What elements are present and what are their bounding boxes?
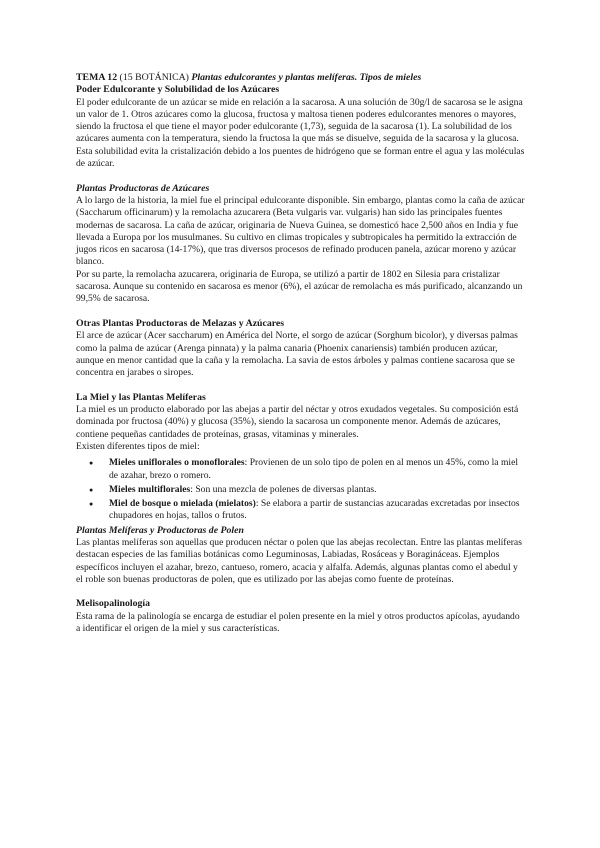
paragraph-sugar-plants-2: Por su parte, la remolacha azucarera, originaria de Europa, se utilizó a partir de 1802 en Silesia para cristalizar sacarosa. Aunque su contenido en sacarosa es menor (6%), el azúcar de remolacha es más purificado, alcanzando un 99,5% de sacarosa. <box>76 268 523 305</box>
paragraph-honey-1: La miel es un producto elaborado por las abejas a partir del néctar y otros exudados vegetales. Su composición está dominada por fructosa (40%) y glucosa (35%), siendo la sacarosa un componente menor. Además de azúcares, contiene pequeñas cantidades de proteínas, grasas, vitaminas y minerales. <box>76 404 519 440</box>
spacer <box>76 586 526 598</box>
spacer <box>76 170 526 182</box>
list-item-text: : Se elabora a partir de sustancias azucaradas excretadas por insectos chupadores en hojas, tallos o frutos. <box>109 498 520 522</box>
section-heading-melliferous-plants: Plantas Melíferas y Productoras de Polen <box>76 524 244 536</box>
list-item <box>109 457 526 482</box>
paragraph-honey-2: Existen diferentes tipos de miel: <box>76 440 200 452</box>
list-item-text: : Provienen de un solo tipo de polen en al menos un 45%, como la miel de azahar, brezo o romero. <box>109 457 518 481</box>
paragraph-melissopalynology: Esta rama de la palinología se encarga de estudiar el polen presente en la miel y otros productos apícolas, ayudando a identificar el origen de la miel y sus características. <box>76 610 520 635</box>
section-heading-sugar-plants: Plantas Productoras de Azúcares <box>76 182 210 194</box>
section-heading-sweetening-power: Poder Edulcorante y Solubilidad de los Azúcares <box>76 84 280 96</box>
section-heading-melissopalynology: Melisopalinología <box>76 598 151 610</box>
section-heading-honey: La Miel y las Plantas Melíferas <box>76 391 206 403</box>
title-subject: (15 BOTÁNICA) <box>117 72 192 83</box>
document-body <box>76 72 526 635</box>
section-heading-other-plants: Otras Plantas Productoras de Melazas y Azúcares <box>76 317 285 329</box>
honey-types-list <box>76 457 526 522</box>
spacer <box>76 379 526 391</box>
list-item-text: : Son una mezcla de polenes de diversas plantas. <box>190 483 377 495</box>
paragraph-other-plants: El arce de azúcar (Acer saccharum) en América del Norte, el sorgo de azúcar (Sorghum bicolor), y diversas palmas como la palma de azúcar (Arenga pinnata) y la palma canaria (Phoenix canariensis) también producen azúcar, aunque en menor cantidad que la caña y la remolacha. La savia de estos árboles y palmas contiene sacarosa que se concentra en jarabes o siropes. <box>76 330 518 379</box>
list-item-term: Mieles uniflorales o monoflorales <box>109 457 245 469</box>
list-item-term: Mieles multiflorales <box>109 483 191 495</box>
list-item-term: Miel de bosque o mielada (mielatos) <box>109 498 256 510</box>
list-item <box>109 498 526 523</box>
paragraph-sweetening-power: El poder edulcorante de un azúcar se mide en relación a la sacarosa. A una solución de 30g/l de sacarosa se le asigna un valor de 1. Otros azúcares como la glucosa, fructosa y maltosa tienen poderes edulcorantes menores o mayores, siendo la fructosa el que tiene el mayor poder edulcorante (1,73), seguida de la sacarosa (1). La solubilidad de los azúcares aumenta con la temperatura, siendo la fructosa la que más se disuelve, seguida de la sacarosa y la glucosa. Esta solubilidad evita la cristalización debido a los puentes de hidrógeno que se forman entre el agua y las moléculas de azúcar. <box>76 96 525 170</box>
title-main: Plantas edulcorantes y plantas melíferas. Tipos de mieles <box>191 72 422 83</box>
paragraph-sugar-plants-1: A lo largo de la historia, la miel fue el principal edulcorante disponible. Sin embargo, plantas como la caña de azúcar (Saccharum officinarum) y la remolacha azucarera (Beta vulgaris var. vulgaris) han sido las principales fuentes modernas de sacarosa. La caña de azúcar, originaria de Nueva Guinea, se domesticó hace 2,500 años en India y fue llevada a Europa por los musulmanes. Su cultivo en climas tropicales y subtropicales ha permitido la extracción de jugos ricos en sacarosa (14-17%), que tras diversos procesos de refinado producen panela, azúcar moreno y azúcar blanco. <box>76 194 525 268</box>
paragraph-melliferous-plants: Las plantas melíferas son aquellas que producen néctar o polen que las abejas recolectan. Entre las plantas melíferas destacan especies de las familias botánicas como Leguminosas, Labiadas, Rosáceas y Boragináceas. Ejemplos específicos incluyen el azahar, brezo, cantueso, romero, acacia y alfalfa. Además, algunas plantas como el abedul y el roble son buenas productoras de polen, que es utilizado por las abejas como fuente de proteínas. <box>76 536 522 585</box>
list-item <box>109 484 526 496</box>
document-title <box>76 72 526 84</box>
title-prefix: TEMA 12 <box>76 72 118 83</box>
spacer <box>76 306 526 318</box>
